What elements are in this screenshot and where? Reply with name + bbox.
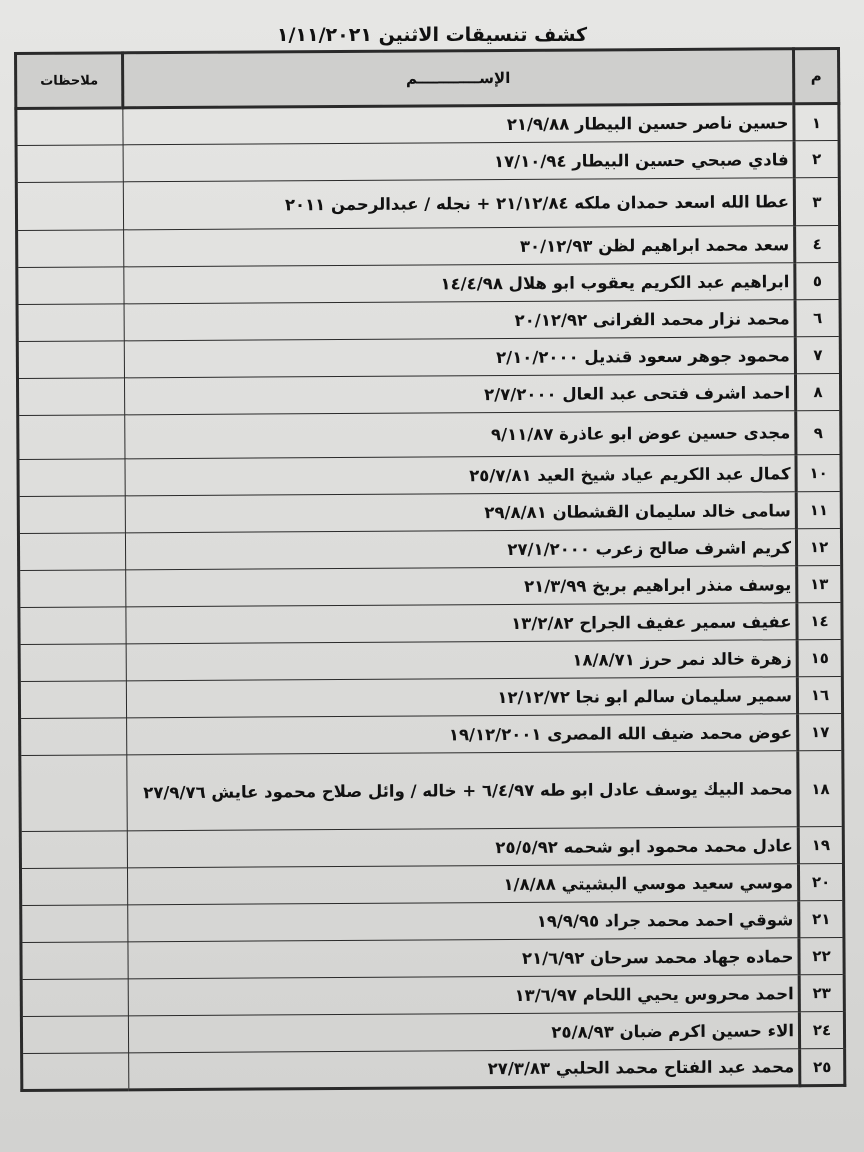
table-row (19, 565, 842, 607)
row-number: ٧ (795, 336, 840, 373)
row-notes (21, 1016, 128, 1054)
row-name: ابراهيم عبد الكريم يعقوب ابو هلال ١٤/٤/٩٨ (124, 263, 795, 304)
row-notes (17, 304, 124, 342)
row-notes (18, 459, 125, 497)
row-notes (18, 496, 125, 534)
row-notes (20, 718, 127, 756)
row-notes (20, 868, 127, 906)
row-number: ٦ (795, 299, 840, 336)
row-notes (19, 607, 126, 645)
table-row (18, 410, 841, 459)
row-name: محمد البيك يوسف عادل ابو طه ٦/٤/٩٧ + خاله / وائل صلاح محمود عايش ٢٧/٩/٧٦ (127, 751, 798, 831)
row-notes (22, 1053, 129, 1091)
table-row (17, 262, 840, 304)
row-name: عطا الله اسعد حمدان ملكه ٢١/١٢/٨٤ + نجله / عبدالرحمن ٢٠١١ (123, 178, 794, 230)
table-row (16, 140, 839, 182)
table-row (21, 900, 844, 942)
table-body (16, 103, 845, 1090)
row-name: احمد اشرف فتحى عبد العال ٢/٧/٢٠٠٠ (124, 374, 795, 415)
row-name: محمد عبد الفتاح محمد الحلبي ٢٧/٣/٨٣ (129, 1049, 800, 1090)
header-name: الإســــــــــــم (123, 49, 794, 108)
row-name: عفيف سمير عفيف الجراح ١٣/٢/٨٢ (126, 603, 797, 644)
row-name: احمد محروس يحيي اللحام ١٣/٦/٩٧ (128, 975, 799, 1016)
row-notes (18, 533, 125, 571)
row-number: ٢ (794, 140, 839, 177)
row-notes (17, 378, 124, 416)
row-notes (18, 415, 125, 460)
row-number: ١٥ (797, 639, 842, 676)
row-number: ٩ (796, 410, 841, 454)
row-name: حسين ناصر حسين البيطار ٢١/٩/٨٨ (123, 104, 794, 145)
row-name: عادل محمد محمود ابو شحمه ٢٥/٥/٩٢ (127, 827, 798, 868)
row-notes (17, 267, 124, 305)
row-number: ١٤ (797, 602, 842, 639)
row-notes (17, 341, 124, 379)
row-name: حماده جهاد محمد سرحان ٢١/٦/٩٢ (128, 938, 799, 979)
names-table (14, 47, 846, 1092)
row-name: سمير سليمان سالم ابو نجا ١٢/١٢/٧٢ (126, 677, 797, 718)
row-number: ١٨ (798, 750, 843, 826)
row-notes (20, 755, 127, 832)
table-row (20, 750, 843, 831)
row-notes (21, 942, 128, 980)
table-row (16, 177, 839, 230)
row-name: كمال عبد الكريم عياد شيخ العيد ٢٥/٧/٨١ (125, 455, 796, 496)
table-row (18, 491, 841, 533)
table-row (16, 103, 839, 145)
row-name: شوقي احمد محمد جراد ١٩/٩/٩٥ (128, 901, 799, 942)
row-notes (19, 570, 126, 608)
row-name: زهرة خالد نمر حرز ١٨/٨/٧١ (126, 640, 797, 681)
row-name: مجدى حسين عوض ابو عاذرة ٩/١١/٨٧ (125, 411, 796, 459)
row-name: يوسف منذر ابراهيم بربخ ٢١/٣/٩٩ (126, 566, 797, 607)
table-row (17, 299, 840, 341)
row-number: ٢٣ (799, 974, 844, 1011)
table-row (18, 528, 841, 570)
row-notes (20, 831, 127, 869)
row-name: سامى خالد سليمان القشطان ٢٩/٨/٨١ (125, 492, 796, 533)
header-number: م (793, 48, 838, 103)
table-row (21, 937, 844, 979)
table-row (20, 713, 843, 755)
row-number: ١١ (796, 491, 841, 528)
table-row (21, 974, 844, 1016)
row-name: محمود جوهر سعود قنديل ٢/١٠/٢٠٠٠ (124, 337, 795, 378)
table-row (18, 454, 841, 496)
table-row (20, 826, 843, 868)
row-notes (19, 681, 126, 719)
row-number: ١٢ (796, 528, 841, 565)
table-row (17, 336, 840, 378)
row-notes (17, 230, 124, 268)
table-container (14, 47, 847, 1138)
row-number: ١٩ (798, 826, 843, 863)
row-notes (16, 108, 123, 146)
row-notes (19, 644, 126, 682)
row-name: كريم اشرف صالح زعرب ٢٧/١/٢٠٠٠ (125, 529, 796, 570)
row-notes (21, 979, 128, 1017)
table-row (21, 1011, 844, 1053)
row-number: ١٠ (796, 454, 841, 491)
row-number: ٢١ (799, 900, 844, 937)
row-notes (16, 182, 123, 231)
table-header-row (16, 48, 839, 108)
row-name: فادي صبحي حسين البيطار ١٧/١٠/٩٤ (123, 141, 794, 182)
table-row (19, 639, 842, 681)
row-number: ٢٠ (798, 863, 843, 900)
row-number: ٢٤ (799, 1011, 844, 1048)
table-row (19, 676, 842, 718)
table-row (17, 225, 840, 267)
row-name: سعد محمد ابراهيم لظن ٣٠/١٢/٩٣ (124, 226, 795, 267)
row-number: ١٧ (798, 713, 843, 750)
row-notes (21, 905, 128, 943)
row-number: ٨ (795, 373, 840, 410)
row-number: ٣ (794, 177, 839, 225)
table-row (19, 602, 842, 644)
header-notes: ملاحظات (16, 53, 123, 109)
row-notes (16, 145, 123, 183)
row-number: ٢٢ (799, 937, 844, 974)
row-name: الاء حسين اكرم ضبان ٢٥/٨/٩٣ (128, 1012, 799, 1053)
row-name: عوض محمد ضيف الله المصرى ١٩/١٢/٢٠٠١ (127, 714, 798, 755)
row-number: ٥ (795, 262, 840, 299)
row-number: ١ (794, 103, 839, 140)
table-row (20, 863, 843, 905)
row-name: موسي سعيد موسي البشيتي ١/٨/٨٨ (127, 864, 798, 905)
table-row (22, 1048, 845, 1090)
row-number: ٤ (795, 225, 840, 262)
row-number: ١٣ (797, 565, 842, 602)
document-title: كشف تنسيقات الاثنين ١/١١/٢٠٢١ (276, 24, 588, 46)
row-number: ١٦ (797, 676, 842, 713)
row-number: ٢٥ (800, 1048, 845, 1085)
row-name: محمد نزار محمد الفرانى ٢٠/١٢/٩٢ (124, 300, 795, 341)
table-row (17, 373, 840, 415)
